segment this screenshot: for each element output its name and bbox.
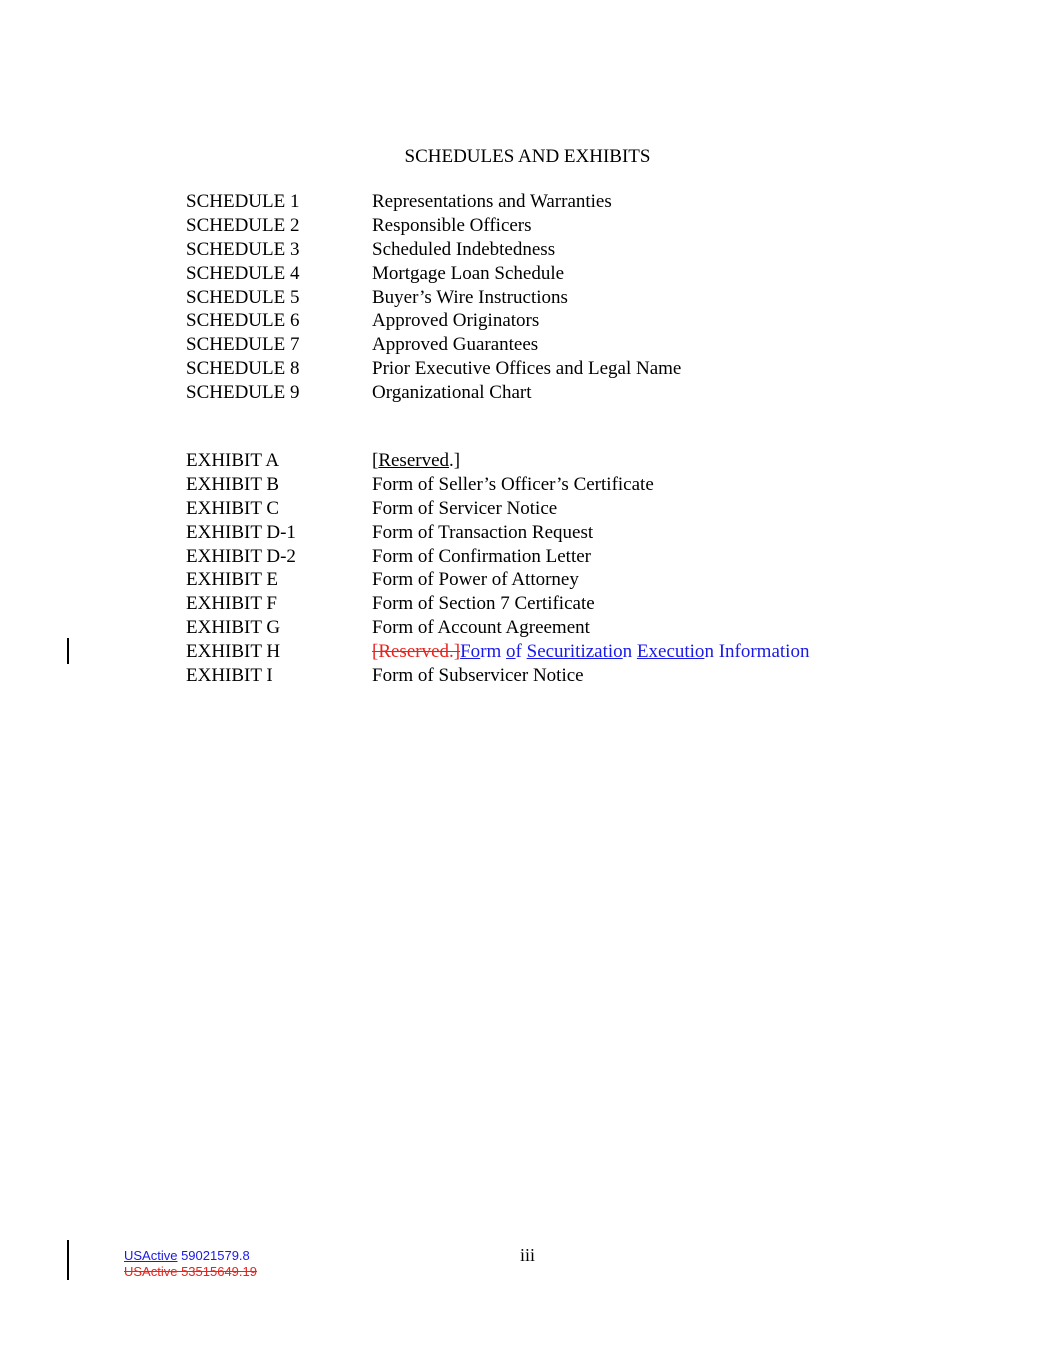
exhibit-description: Form of Transaction Request	[372, 522, 594, 543]
schedule-description: Scheduled Indebtedness	[372, 239, 556, 260]
schedule-description: Representations and Warranties	[372, 191, 612, 212]
schedule-label: SCHEDULE 9	[186, 382, 300, 403]
schedule-label: SCHEDULE 2	[186, 215, 300, 236]
exhibit-label: EXHIBIT B	[186, 474, 280, 495]
schedule-description: Approved Originators	[372, 310, 540, 331]
page-number: iii	[519, 1245, 535, 1265]
exhibit-label: EXHIBIT C	[186, 498, 280, 519]
page-title: SCHEDULES AND EXHIBITS	[404, 146, 651, 167]
exhibit-description: Form of Account Agreement	[372, 617, 590, 638]
exhibit-description: Form of Section 7 Certificate	[372, 593, 595, 614]
deleted-text: [Reserved.]	[372, 641, 461, 662]
schedule-label: SCHEDULE 3	[186, 239, 300, 260]
exhibit-description: Form of Confirmation Letter	[372, 546, 591, 567]
schedule-description: Responsible Officers	[372, 215, 532, 236]
exhibit-label: EXHIBIT G	[186, 617, 281, 638]
exhibit-label: EXHIBIT F	[186, 593, 277, 614]
exhibit-description: Form of Servicer Notice	[372, 498, 558, 519]
inserted-text: Fo	[460, 641, 481, 662]
exhibit-description: Form of Subservicer Notice	[372, 665, 584, 686]
exhibit-description: Form of Seller’s Officer’s Certificate	[372, 474, 654, 495]
schedule-description: Prior Executive Offices and Legal Name	[372, 358, 682, 379]
schedule-label: SCHEDULE 7	[186, 334, 300, 355]
schedule-description: Mortgage Loan Schedule	[372, 263, 565, 284]
schedule-description: Buyer’s Wire Instructions	[372, 287, 568, 308]
exhibit-label: EXHIBIT H	[186, 641, 281, 662]
change-bar	[67, 1240, 69, 1280]
footer-document-id-inserted: USActive 59021579.8	[124, 1248, 250, 1263]
exhibit-label: EXHIBIT E	[186, 569, 278, 590]
schedule-label: SCHEDULE 5	[186, 287, 300, 308]
exhibit-label: EXHIBIT I	[186, 665, 273, 686]
footer-document-id-deleted: USActive 53515649.19	[124, 1264, 257, 1279]
exhibit-label: EXHIBIT D-2	[186, 546, 296, 567]
exhibit-label: EXHIBIT A	[186, 450, 280, 471]
exhibit-description: [Reserved.]Form of Securitization Execution Information	[372, 641, 810, 662]
exhibit-description: Form of Power of Attorney	[372, 569, 579, 590]
schedule-label: SCHEDULE 6	[186, 310, 300, 331]
change-bar	[67, 638, 69, 664]
schedule-description: Approved Guarantees	[372, 334, 539, 355]
exhibit-label: EXHIBIT D-1	[186, 522, 296, 543]
schedule-description: Organizational Chart	[372, 382, 532, 403]
schedule-label: SCHEDULE 8	[186, 358, 300, 379]
exhibit-description: [Reserved.]	[372, 450, 461, 471]
schedule-label: SCHEDULE 4	[186, 263, 300, 284]
schedule-label: SCHEDULE 1	[186, 191, 300, 212]
